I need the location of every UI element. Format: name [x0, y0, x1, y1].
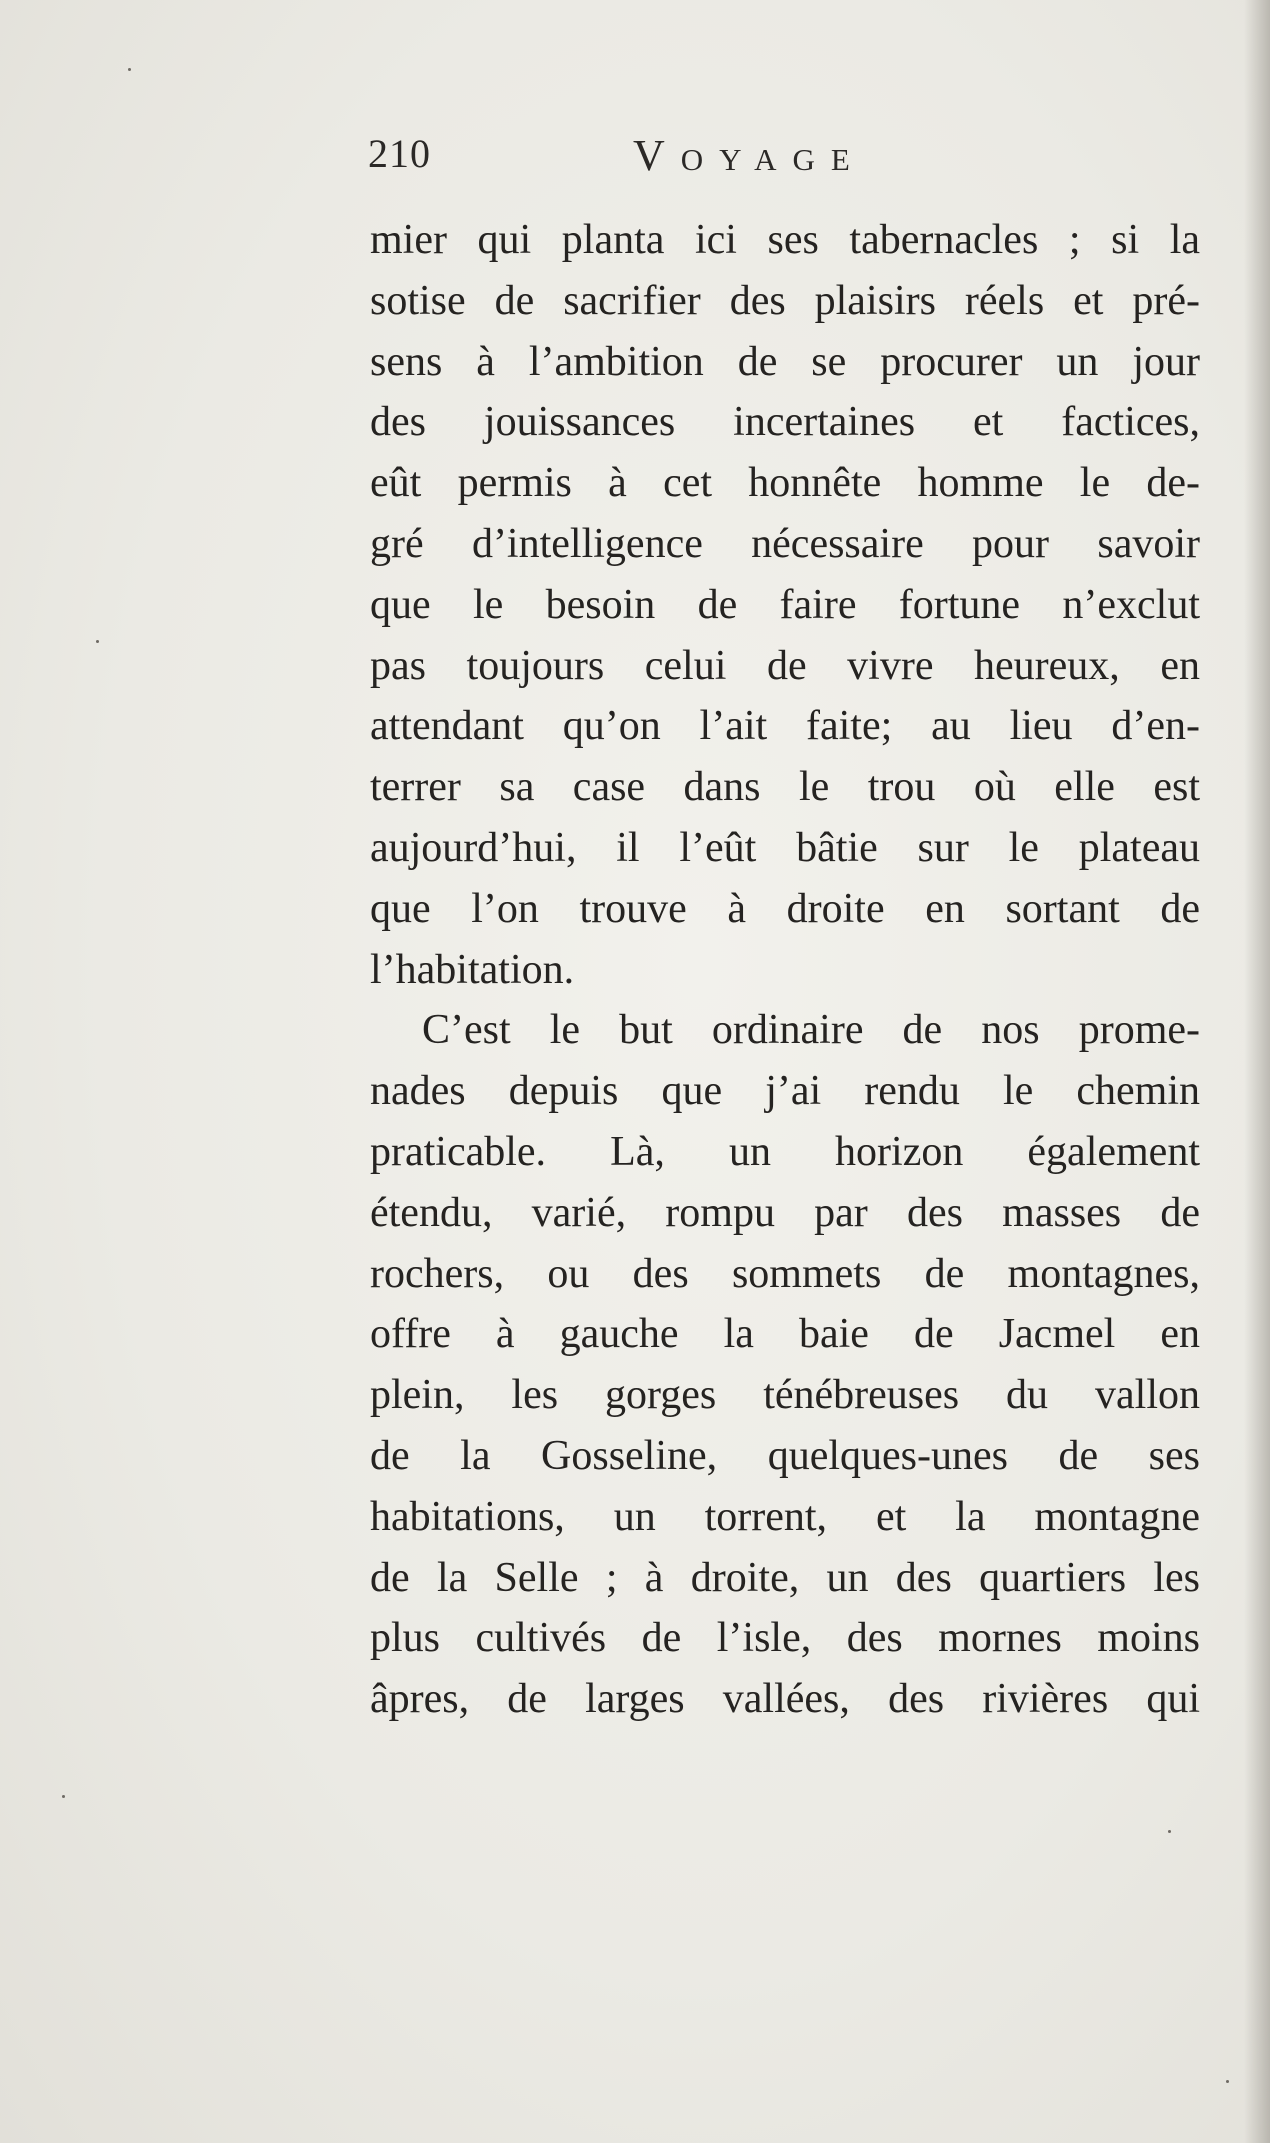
- text-line: rochers, ou des sommets de montagnes,: [370, 1250, 1200, 1297]
- text-line: des jouissances incertaines et factices,: [370, 399, 1200, 446]
- text-line: sotise de sacrifier des plaisirs réels et pré-: [370, 277, 1200, 324]
- text-line: gré d’intelligence nécessaire pour savoir: [370, 520, 1200, 567]
- paper-speck: [128, 68, 131, 71]
- paper-speck: [1226, 2080, 1229, 2083]
- paper-speck: [62, 1795, 65, 1798]
- text-line: eût permis à cet honnête homme le de-: [370, 460, 1200, 507]
- text-line: que l’on trouve à droite en sortant de: [370, 885, 1200, 932]
- paper-speck: [1168, 1830, 1171, 1833]
- text-line: aujourd’hui, il l’eût bâtie sur le plateau: [370, 824, 1200, 871]
- text-line: âpres, de larges vallées, des rivières qui: [370, 1676, 1200, 1723]
- text-line: offre à gauche la baie de Jacmel en: [370, 1311, 1200, 1358]
- text-line: nades depuis que j’ai rendu le chemin: [370, 1068, 1200, 1115]
- text-line: plein, les gorges ténébreuses du vallon: [370, 1372, 1200, 1419]
- text-line: mier qui planta ici ses tabernacles ; si la: [370, 217, 1200, 263]
- text-line: que le besoin de faire fortune n’exclut: [370, 581, 1200, 628]
- paper-speck: [96, 640, 99, 643]
- text-line: étendu, varié, rompu par des masses de: [370, 1189, 1200, 1236]
- running-title: Voyage: [633, 131, 866, 180]
- body-text: [370, 210, 1200, 1730]
- text-line: sens à l’ambition de se procurer un jour: [370, 338, 1200, 385]
- paragraph-end-line: l’habitation.: [370, 946, 575, 993]
- text-line: attendant qu’on l’ait faite; au lieu d’en-: [370, 703, 1200, 750]
- paragraph-first-line: C’est le but ordinaire de nos prome-: [422, 1007, 1200, 1054]
- page-number: 210: [368, 131, 431, 176]
- text-line: de la Selle ; à droite, un des quartiers les: [370, 1554, 1200, 1601]
- text-line: de la Gosseline, quelques-unes de ses: [370, 1432, 1200, 1479]
- running-head: [368, 130, 928, 190]
- text-line: plus cultivés de l’isle, des mornes moins: [370, 1615, 1200, 1662]
- text-line: habitations, un torrent, et la montagne: [370, 1493, 1200, 1540]
- text-line: praticable. Là, un horizon également: [370, 1128, 1200, 1175]
- gutter-shadow: [1244, 0, 1270, 2143]
- text-line: terrer sa case dans le trou où elle est: [370, 764, 1200, 811]
- text-line: pas toujours celui de vivre heureux, en: [370, 642, 1200, 689]
